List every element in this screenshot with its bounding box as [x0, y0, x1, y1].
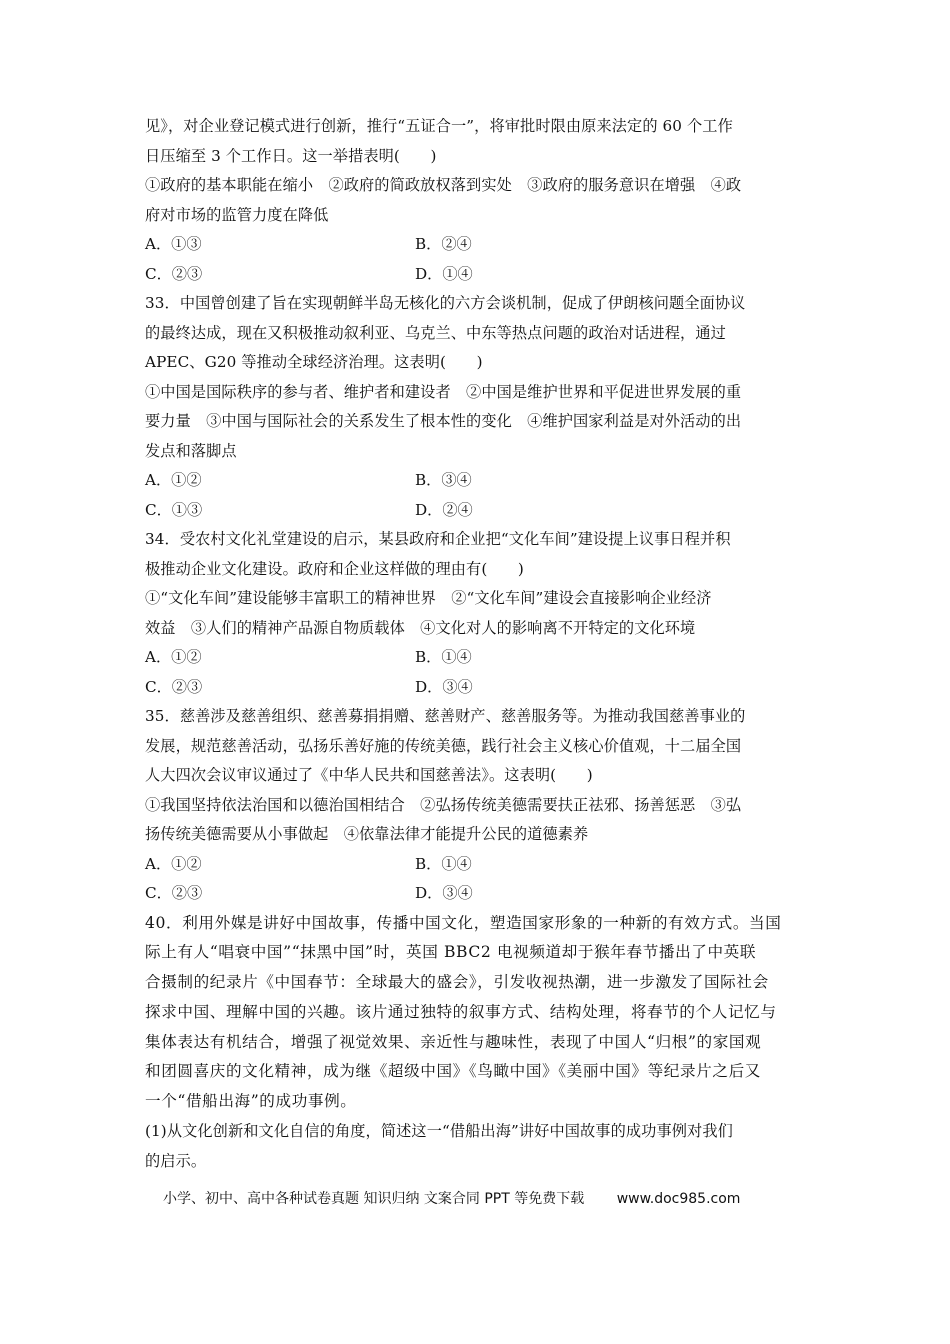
option-c: C．②③: [145, 677, 203, 696]
text-line: 发展，规范慈善活动，弘扬乐善好施的传统美德，践行社会主义核心价值观，十二届全国: [145, 736, 742, 755]
document-body: [145, 112, 810, 1176]
text-line: 35．慈善涉及慈善组织、慈善募捐捐赠、慈善财产、慈善服务等。为推动我国慈善事业的: [145, 707, 746, 725]
options-row: [145, 643, 810, 673]
footer-url: www.doc985.com: [616, 1191, 741, 1207]
option-a: A．①③: [145, 235, 202, 253]
option-d: D．③④: [415, 677, 473, 696]
text-line: 34．受农村文化礼堂建设的启示，某县政府和企业把“文化车间”建设提上议事日程并积: [145, 530, 731, 548]
question-35: [145, 702, 810, 909]
option-b: B．③④: [415, 471, 472, 489]
question-40-sub-1: [145, 1117, 810, 1176]
text-line: 的启示。: [145, 1151, 207, 1170]
text-line: 发点和落脚点: [145, 441, 237, 460]
question-40: [145, 909, 810, 1118]
text-line: 极推动企业文化建设。政府和企业这样做的理由有( ): [145, 559, 524, 578]
option-c: C．②③: [145, 884, 203, 902]
options-row: [145, 879, 810, 909]
footer-text: 小学、初中、高中各种试卷真题 知识归纳 文案合同 PPT 等免费下载: [163, 1191, 585, 1207]
options-row: [145, 673, 810, 703]
text-line: 府对市场的监管力度在降低: [145, 205, 329, 224]
text-line: 探求中国、理解中国的兴趣。该片通过独特的叙事方式、结构处理，将春节的个人记忆与: [145, 1002, 777, 1021]
option-a: A．①②: [145, 471, 202, 489]
question-32: [145, 112, 810, 289]
text-line: ①“文化车间”建设能够丰富职工的精神世界 ②“文化车间”建设会直接影响企业经济: [145, 589, 712, 607]
text-line: 扬传统美德需要从小事做起 ④依靠法律才能提升公民的道德素养: [145, 825, 589, 843]
option-a: A．①②: [145, 648, 202, 666]
option-b: B．①④: [415, 648, 472, 666]
options-row: [145, 260, 810, 290]
text-line: ①我国坚持依法治国和以德治国相结合 ②弘扬传统美德需要扶正祛邪、扬善惩恶 ③弘: [145, 795, 742, 814]
option-b: B．①④: [415, 854, 472, 873]
text-line: ①政府的基本职能在缩小 ②政府的简政放权落到实处 ③政府的服务意识在增强 ④政: [145, 176, 742, 194]
text-line: 集体表达有机结合，增强了视觉效果、亲近性与趣味性，表现了中国人“归根”的家国观: [145, 1032, 762, 1051]
option-d: D．③④: [415, 884, 473, 902]
options-row: [145, 466, 810, 496]
question-33: [145, 289, 810, 525]
text-line: 40．利用外媒是讲好中国故事，传播中国文化，塑造国家形象的一种新的有效方式。当国: [145, 913, 782, 932]
options-row: [145, 496, 810, 526]
text-line: ①中国是国际秩序的参与者、维护者和建设者 ②中国是维护世界和平促进世界发展的重: [145, 382, 742, 401]
options-row: [145, 850, 810, 880]
option-b: B．②④: [415, 235, 472, 253]
text-line: 33．中国曾创建了旨在实现朝鲜半岛无核化的六方会谈机制，促成了伊朗核问题全面协议: [145, 294, 746, 312]
option-c: C．②③: [145, 264, 203, 283]
text-line: 一个“借船出海”的成功事例。: [145, 1092, 357, 1111]
text-line: 要力量 ③中国与国际社会的关系发生了根本性的变化 ④维护国家利益是对外活动的出: [145, 412, 742, 430]
page-footer: [163, 1188, 740, 1208]
option-d: D．②④: [415, 500, 473, 519]
text-line: (1)从文化创新和文化自信的角度，简述这一“借船出海”讲好中国故事的成功事例对我们: [145, 1122, 733, 1141]
options-row: [145, 230, 810, 260]
text-line: 人大四次会议审议通过了《中华人民共和国慈善法》。这表明( ): [145, 766, 593, 784]
text-line: 和团圆喜庆的文化精神，成为继《超级中国》《鸟瞰中国》《美丽中国》等纪录片之后又: [145, 1062, 761, 1081]
text-line: 际上有人“唱衰中国”“抹黑中国”时，英国 BBC2 电视频道却于猴年春节播出了中英联: [145, 943, 757, 962]
text-line: 的最终达成，现在又积极推动叙利亚、乌克兰、中东等热点问题的政治对话进程，通过: [145, 323, 726, 342]
option-d: D．①④: [415, 264, 473, 283]
text-line: 日压缩至 3 个工作日。这一举措表明( ): [145, 146, 437, 165]
option-c: C．①③: [145, 500, 203, 519]
text-line: APEC、G20 等推动全球经济治理。这表明( ): [145, 353, 483, 371]
text-line: 效益 ③人们的精神产品源自物质载体 ④文化对人的影响离不开特定的文化环境: [145, 618, 696, 637]
option-a: A．①②: [145, 854, 202, 873]
text-line: 合摄制的纪录片《中国春节：全球最大的盛会》，引发收视热潮，进一步激发了国际社会: [145, 973, 769, 992]
question-34: [145, 525, 810, 702]
text-line: 见》，对企业登记模式进行创新，推行“五证合一”，将审批时限由原来法定的 60 个工作: [145, 117, 733, 135]
